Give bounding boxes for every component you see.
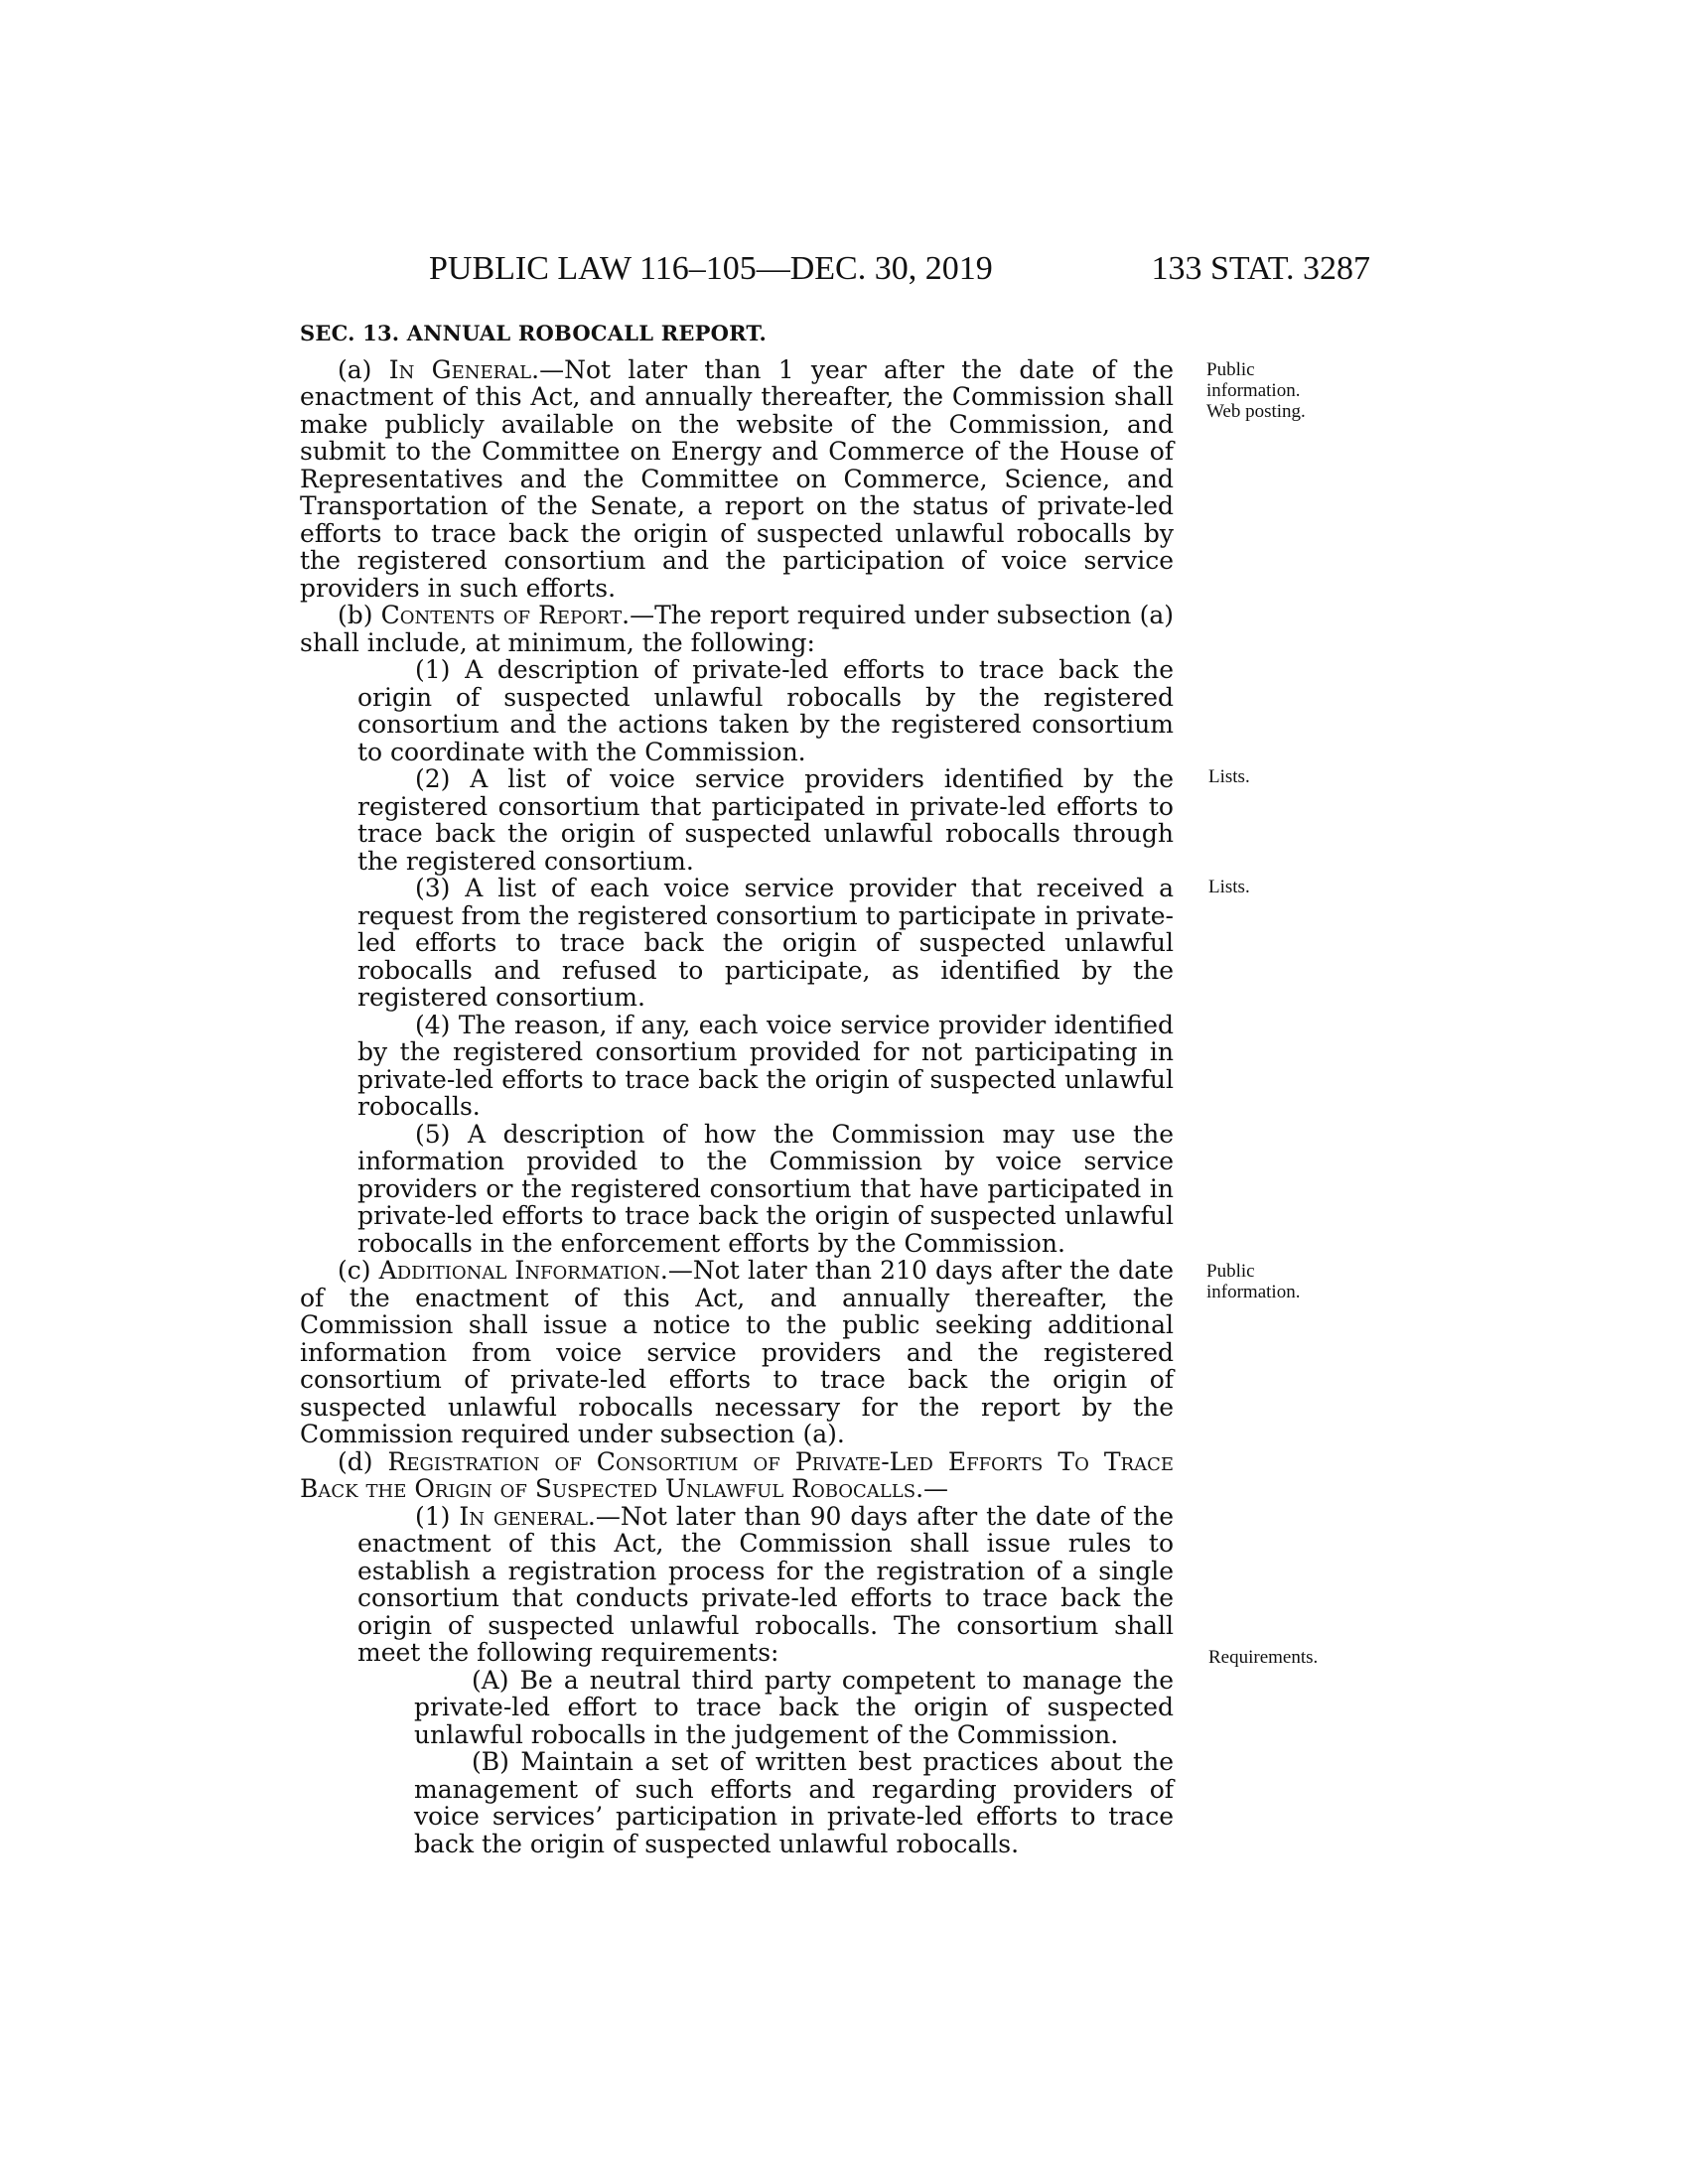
margin-note-lists-b2: Lists. [1208,766,1250,787]
subparagraph-d1a [414,1667,1174,1749]
margin-note-requirements: Requirements. [1208,1647,1319,1668]
subsection-d: (d) Registration of Consortium of Private-Led Efforts To Trace Back the Origin of Suspected Unlawful Robocalls.— [300,1446,1174,1503]
subsection-c: (c) Additional Information.—Not later than 210 days after the date of the enactment of this Act, and annually thereafter, the Commission shall issue a notice to the public seeking additional information from voice service providers and the registered consortium of private-led efforts to trace back the origin of suspected unlawful robocalls necessary for the report by the Commission required under subsection (a). [300,1256,1174,1448]
subsection-b: (b) Contents of Report.—The report required under subsection (a) shall include, at minimum, the following: [300,601,1174,657]
paragraph-b5 [357,1121,1174,1258]
paragraph-text: A list of voice service providers identified by the registered consortium that participated in private-led efforts to trace back the origin of suspected unlawful robocalls through the registered consortium. [357,764,1174,876]
paragraph-b4 [357,1012,1174,1121]
subsection-c-text: Not later than 210 days after the date of the enactment of this Act, and annually thereafter, the Commission shall issue a notice to the public seeking additional information from voice service providers and the registered consortium of private-led efforts to trace back the origin of suspected unlawful robocalls necessary for the report by the Commission required under subsection (a). [300,1256,1174,1448]
subparagraph-text: Maintain a set of written best practices about the management of such efforts and regarding providers of voice services’ participation in private-led efforts to trace back the origin of suspected unlawful robocalls. [414,1747,1175,1858]
subparagraph-number: (A) [472,1665,509,1695]
subsection-a: (a) In General.—Not later than 1 year after the date of the enactment of this Act, and annually thereafter, the Commission shall make publicly available on the website of the Commission, and submit to the Committee on Energy and Commerce of the House of Representatives and the Committee on Commerce, Science, and Transportation of the Senate, a report on the status of private-led efforts to trace back the origin of suspected unlawful robocalls by the registered consortium and the participation of voice service providers in such efforts. [300,354,1174,603]
subsection-d-heading: Registration of Consortium of Private-Led Efforts To Trace Back the Origin of Suspected Unlawful Robocalls [300,1446,1174,1503]
paragraph-text: The reason, if any, each voice service provider identified by the registered consortium provided for not participating in private-led efforts to trace back the origin of suspected unlawful robocalls. [357,1010,1174,1121]
statute-page-number: 133 STAT. 3287 [1151,250,1370,287]
paragraph-text: A description of how the Commission may use the information provided to the Commission by voice service providers or the registered consortium that have participated in private-led efforts to trace back the origin of suspected unlawful robocalls in the enforcement efforts by the Commission. [357,1119,1174,1258]
paragraph-number: (5) [415,1119,451,1149]
paragraph-number: (2) [415,764,451,793]
subparagraph-number: (B) [472,1747,509,1776]
paragraph-text: A list of each voice service provider that received a request from the registered consortium to participate in private-led efforts to trace back the origin of suspected unlawful robocalls and refused to participate, as identified by the registered consortium. [357,874,1174,1012]
subsection-a-heading: In General [388,354,532,384]
subsection-a-text: Not later than 1 year after the date of the enactment of this Act, and annually thereafter, the Commission shall make publicly available on the website of the Commission, and submit to the Committee on Energy and Commerce of the House of Representatives and the Committee on Commerce, Science, and Transportation of the Senate, a report on the status of private-led efforts to trace back the origin of suspected unlawful robocalls by the registered consortium and the participation of voice service providers in such efforts. [300,354,1174,603]
margin-note-line: information. [1206,1282,1301,1302]
subsection-c-heading: Additional Information [378,1256,660,1285]
margin-note-public-information [1206,1261,1300,1302]
paragraph-number: (4) [415,1010,451,1039]
main-text [300,320,1174,1857]
subsection-a-number: (a) [338,354,372,384]
subsection-b-heading: Contents of Report [380,601,623,629]
paragraph-text: A description of private-led efforts to trace back the origin of suspected unlawful robocalls by the registered consortium and the actions taken by the registered consortium to coordinate with the Commission. [357,655,1174,766]
margin-note-public-information-web-posting [1206,359,1306,422]
section-heading: SEC. 13. ANNUAL ROBOCALL REPORT. [300,321,767,345]
margin-note-line: information. [1206,380,1301,401]
margin-note-line: Web posting. [1206,401,1306,422]
public-law-citation: PUBLIC LAW 116–105—DEC. 30, 2019 [429,250,993,287]
subparagraph-d1b [414,1748,1174,1857]
paragraph-d1: (1) In general.—Not later than 90 days after the date of the enactment of this Act, the Commission shall issue rules to establish a registration process for the registration of a single consortium that conducts private-led efforts to trace back the origin of suspected unlawful robocalls. The consortium shall meet the following requirements: [357,1501,1174,1667]
paragraph-d1-heading: In general [459,1501,588,1531]
paragraph-number: (1) [415,655,451,684]
subsection-c-number: (c) [338,1256,371,1285]
running-head [298,250,1370,300]
paragraph-b1 [357,656,1174,765]
subsection-b-text: The report required under subsection (a) shall include, at minimum, the following: [300,601,1174,657]
margin-note-line: Public [1206,359,1255,380]
subparagraph-text: Be a neutral third party competent to manage the private-led effort to trace back the origin of suspected unlawful robocalls in the judgement of the Commission. [414,1665,1174,1749]
paragraph-b3 [357,875,1174,1012]
paragraph-b2 [357,765,1174,875]
margin-note-lists-b3: Lists. [1208,877,1250,897]
paragraph-number: (3) [415,874,451,902]
subsection-b-number: (b) [338,601,373,629]
paragraph-number: (1) [415,1501,451,1531]
margin-note-line: Public [1206,1261,1255,1282]
subsection-d-number: (d) [338,1446,373,1476]
paragraph-text: Not later than 90 days after the date of the enactment of this Act, the Commission shall issue rules to establish a registration process for the registration of a single consortium that conducts private-led efforts to trace back the origin of suspected unlawful robocalls. The consortium shall meet the following requirements: [357,1501,1174,1667]
